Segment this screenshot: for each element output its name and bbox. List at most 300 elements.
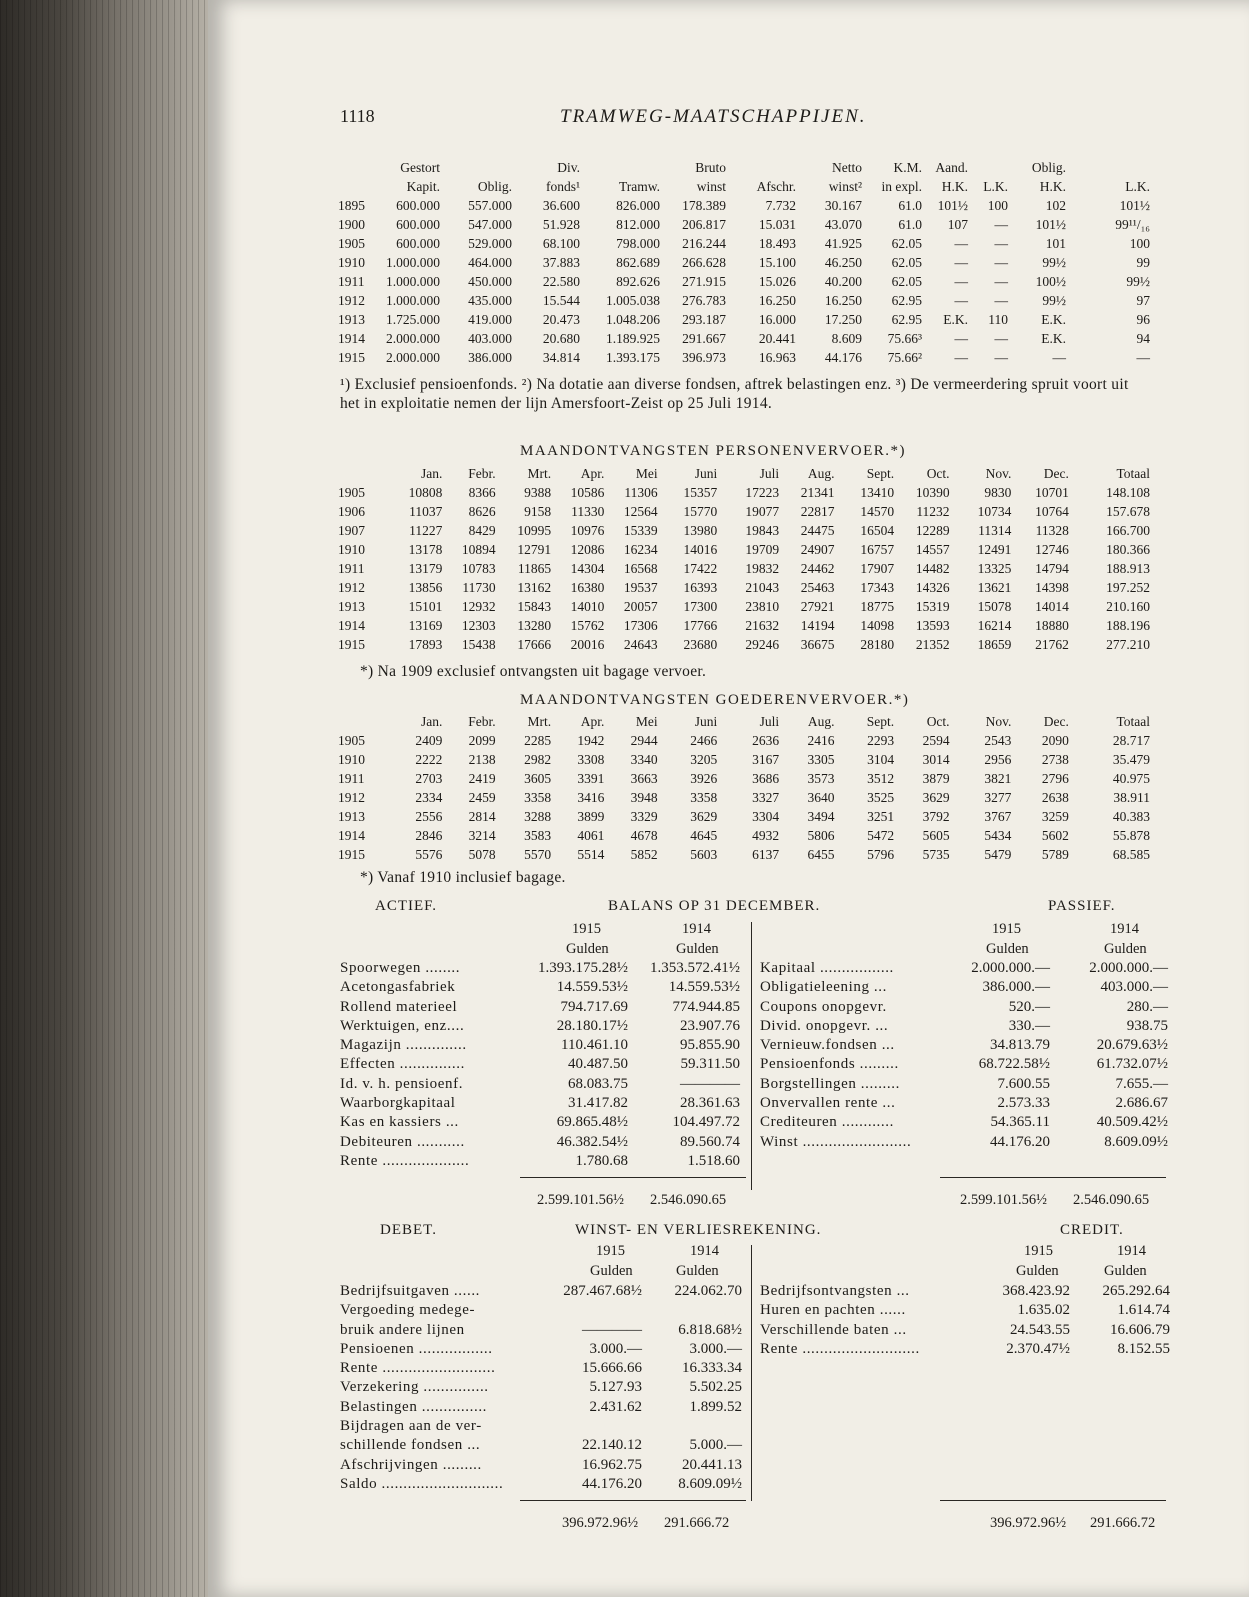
table-cell: 16568	[623, 561, 658, 576]
table-cell: 14570	[860, 504, 895, 519]
table-cell: 812.000	[616, 217, 660, 232]
table-cell: 210.160	[1106, 599, 1150, 614]
table-cell: 4678	[630, 828, 658, 843]
ledger-row	[760, 959, 1168, 978]
table-cell: 148.108	[1106, 485, 1150, 500]
ledger-value-1915: 40.487.50	[568, 1056, 628, 1073]
ledger-value-1914: 6.818.68½	[678, 1321, 742, 1338]
table-cell: 15.100	[758, 255, 796, 270]
ledger-row	[340, 1340, 742, 1359]
ledger-row	[340, 1055, 740, 1074]
table-cell: 1.189.925	[606, 331, 660, 346]
ledger-row	[760, 1036, 1168, 1055]
table-cell: 3573	[807, 771, 835, 786]
table-cell: 386.000	[468, 350, 512, 365]
ledger-value-1915: 16.962.75	[582, 1456, 642, 1473]
table-cell: 17.250	[824, 312, 862, 327]
ledger-value-1915: 287.467.68½	[563, 1283, 642, 1299]
ledger-value-1914: 1.518.60	[687, 1152, 740, 1169]
table-cell: 16.000	[758, 312, 796, 327]
ledger-row	[340, 959, 740, 978]
year-cell: 1914	[338, 618, 365, 633]
table-cell: 17223	[745, 485, 780, 500]
column-header: L.K.	[1125, 179, 1150, 194]
table-cell: —	[994, 350, 1008, 365]
table-cell: 16504	[860, 523, 895, 538]
table-cell: 7.732	[765, 198, 796, 213]
ledger-row	[340, 1113, 740, 1132]
table-cell: 13325	[977, 561, 1012, 576]
table-cell: 18880	[1035, 618, 1069, 633]
ledger-label: Magazijn ..............	[340, 1037, 467, 1054]
table-cell: 15.544	[542, 293, 580, 308]
table-cell: 20016	[570, 637, 605, 652]
capital-footnote: ¹) Exclusief pensioenfonds. ²) Na dotatie aan diverse fondsen, aftrek belastingen enz. ³) De vermeerdering spruit voort uit het in exploitatie nemen der lijn Amersfoort-Zeist op 25 Juli 1914.	[340, 376, 1129, 412]
table-cell: 25463	[800, 580, 835, 595]
year-cell: 1915	[338, 847, 365, 862]
table-cell: 14398	[1035, 580, 1069, 595]
table-cell: 10586	[570, 485, 605, 500]
balance-right-unit1: Gulden	[986, 941, 1029, 957]
table-cell: 600.000	[396, 236, 440, 251]
table-cell: 20.473	[542, 312, 580, 327]
table-cell: 15078	[977, 599, 1012, 614]
table-cell: 14010	[570, 599, 605, 614]
table-cell: 17666	[517, 637, 552, 652]
column-header	[1066, 158, 1150, 177]
table-cell: 3879	[922, 771, 950, 786]
ledger-value-1915: 520.—	[1008, 998, 1050, 1015]
column-header	[440, 158, 512, 177]
table-cell: 10390	[915, 485, 950, 500]
ledger-value-1914: ————	[680, 1075, 740, 1092]
column-header: in expl.	[881, 179, 922, 194]
column-header	[726, 158, 796, 177]
table-cell: 2285	[524, 733, 552, 748]
table-cell: —	[1052, 350, 1066, 365]
table-cell: 11730	[462, 580, 496, 595]
pl-left-year2: 1914	[690, 1243, 719, 1259]
table-cell: 23680	[683, 637, 718, 652]
pl-right-year2: 1914	[1117, 1243, 1146, 1259]
table-cell: 4645	[690, 828, 718, 843]
goods-footnote: *) Vanaf 1910 inclusief bagage.	[360, 869, 566, 886]
table-cell: 1.000.000	[386, 293, 440, 308]
table-cell: 75.66³	[887, 331, 922, 346]
column-header: Totaal	[1116, 466, 1150, 481]
column-header: Totaal	[1116, 714, 1150, 729]
year-cell: 1905	[338, 485, 365, 500]
table-cell: 188.196	[1106, 618, 1150, 633]
table-cell: 15357	[683, 485, 718, 500]
column-header: Dec.	[1043, 714, 1069, 729]
ledger-value-1914: 8.152.55	[1117, 1340, 1170, 1357]
ledger-value-1915: 46.382.54½	[556, 1133, 628, 1150]
table-cell: —	[954, 331, 968, 346]
table-cell: —	[954, 293, 968, 308]
table-cell: 5806	[807, 828, 835, 843]
goods-table-body	[338, 731, 1150, 864]
table-row	[338, 559, 1150, 578]
table-cell: 21632	[745, 618, 780, 633]
table-cell: 61.0	[898, 198, 922, 213]
table-cell: 4932	[752, 828, 780, 843]
ledger-value-1914: 5.000.—	[689, 1437, 742, 1454]
table-cell: 3821	[984, 771, 1012, 786]
column-header: Febr.	[468, 714, 496, 729]
pl-left-year1: 1915	[596, 1243, 625, 1259]
column-header	[338, 177, 368, 196]
column-header: H.K.	[1039, 179, 1066, 194]
table-cell: 557.000	[468, 198, 512, 213]
ledger-row	[340, 1475, 742, 1494]
ledger-value-1915: 69.865.48½	[556, 1114, 628, 1131]
table-cell: 99½	[1126, 274, 1150, 289]
table-cell: 9158	[524, 504, 552, 519]
table-cell: 1.393.175	[606, 350, 660, 365]
table-cell: 107	[947, 217, 968, 232]
table-cell: 17893	[408, 637, 443, 652]
ledger-value-1915: 2.000.000.—	[971, 960, 1050, 976]
table-cell: 62.05	[891, 236, 922, 251]
table-cell: 16380	[570, 580, 605, 595]
table-cell: 13856	[408, 580, 443, 595]
ledger-value-1914: 16.333.34	[682, 1360, 742, 1377]
table-cell: 17343	[860, 580, 895, 595]
pl-left-unit2: Gulden	[676, 1263, 719, 1279]
table-cell: 16214	[977, 618, 1012, 633]
table-cell: 11227	[409, 523, 443, 538]
table-row	[338, 826, 1150, 845]
table-cell: 27921	[800, 599, 835, 614]
table-cell: 2466	[690, 733, 718, 748]
balance-left-year2: 1914	[682, 921, 711, 937]
table-cell: 15770	[683, 504, 718, 519]
table-cell: 13280	[517, 618, 552, 633]
ledger-label: Coupons onopgevr.	[760, 998, 887, 1015]
column-header	[338, 464, 381, 483]
year-cell: 1900	[338, 217, 365, 232]
table-cell: 862.689	[616, 255, 660, 270]
table-cell: 101½	[1035, 217, 1066, 232]
column-header: Aug.	[807, 466, 835, 481]
table-cell: 798.000	[616, 236, 660, 251]
table-cell: 3305	[807, 752, 835, 767]
ledger-value-1915: 2.431.62	[589, 1398, 642, 1415]
table-cell: 1.725.000	[386, 312, 440, 327]
table-cell: —	[954, 255, 968, 270]
table-cell: 13410	[860, 485, 895, 500]
table-cell: 3391	[577, 771, 605, 786]
ledger-label: Kas en kassiers ...	[340, 1114, 459, 1131]
table-cell: 99½	[1042, 293, 1066, 308]
year-cell: 1905	[338, 733, 365, 748]
table-cell: 3512	[867, 771, 895, 786]
table-cell: 99½	[1042, 255, 1066, 270]
table-cell: 2543	[984, 733, 1012, 748]
table-cell: 14194	[800, 618, 835, 633]
table-cell: 2.000.000	[386, 350, 440, 365]
table-cell: 2419	[468, 771, 496, 786]
table-cell: 17907	[860, 561, 895, 576]
ledger-row	[340, 1378, 742, 1397]
table-cell: E.K.	[943, 312, 968, 327]
table-cell: 22817	[800, 504, 835, 519]
table-cell: 43.070	[824, 217, 862, 232]
ledger-value-1914: 224.062.70	[674, 1283, 742, 1299]
column-header: Mrt.	[527, 714, 552, 729]
table-row	[338, 215, 1150, 234]
table-cell: 216.244	[682, 236, 726, 251]
table-cell: 99	[1136, 255, 1150, 270]
table-cell: 8366	[468, 485, 496, 500]
table-cell: 14304	[570, 561, 605, 576]
ledger-value-1914: 20.441.13	[682, 1456, 742, 1473]
ledger-label: Effecten ...............	[340, 1056, 465, 1073]
ledger-label: Vergoeding medege-	[340, 1302, 476, 1319]
ledger-value-1915: 2.573.33	[997, 1095, 1050, 1112]
table-cell: 29246	[745, 637, 780, 652]
table-cell: 3205	[690, 752, 718, 767]
table-cell: 62.05	[891, 255, 922, 270]
table-cell: 197.252	[1106, 580, 1150, 595]
column-header: K.M.	[893, 160, 922, 175]
table-cell: 15762	[570, 618, 605, 633]
ledger-label: Acetongasfabriek	[340, 979, 456, 996]
table-cell: 3494	[807, 809, 835, 824]
table-cell: 178.389	[682, 198, 726, 213]
table-cell: 3104	[867, 752, 895, 767]
column-header	[338, 158, 368, 177]
table-row	[338, 597, 1150, 616]
balance-actief-head: ACTIEF.	[375, 898, 438, 914]
ledger-row	[340, 1398, 742, 1417]
column-header: H.K.	[941, 179, 968, 194]
table-cell: 2222	[415, 752, 443, 767]
table-row	[338, 329, 1150, 348]
ledger-row	[340, 1282, 742, 1301]
table-cell: 3340	[630, 752, 658, 767]
column-header: Aand.	[935, 160, 968, 175]
table-cell: 5605	[922, 828, 950, 843]
table-cell: 37.883	[542, 255, 580, 270]
balance-right-total-1914: 2.546.090.65	[1073, 1192, 1150, 1208]
table-cell: 3605	[524, 771, 552, 786]
ledger-row	[760, 978, 1168, 997]
table-cell: 40.200	[824, 274, 862, 289]
ledger-label: Verschillende baten ...	[760, 1321, 907, 1338]
persons-footnote: *) Na 1909 exclusief ontvangsten uit bagage vervoer.	[360, 663, 707, 680]
table-cell: 24475	[800, 523, 835, 538]
table-cell: 1942	[577, 733, 605, 748]
column-header	[968, 158, 1008, 177]
table-cell: —	[954, 236, 968, 251]
ledger-row	[340, 1036, 740, 1055]
table-cell: 28180	[860, 637, 895, 652]
table-row	[338, 807, 1150, 826]
table-cell: 15843	[517, 599, 552, 614]
year-cell: 1911	[338, 771, 365, 786]
ledger-value-1914: 1.614.74	[1117, 1302, 1170, 1319]
table-cell: 5796	[867, 847, 895, 862]
ledger-row	[340, 1359, 742, 1378]
table-cell: 12289	[915, 523, 950, 538]
ledger-label: Bedrijfsontvangsten ...	[760, 1283, 910, 1299]
table-cell: 18.493	[758, 236, 796, 251]
table-cell: 9830	[984, 485, 1012, 500]
ledger-value-1915: 794.717.69	[560, 998, 628, 1015]
year-cell: 1907	[338, 523, 365, 538]
pl-left-total-1915: 396.972.96½	[562, 1515, 639, 1531]
table-cell: —	[954, 274, 968, 289]
goods-table-head	[338, 712, 1150, 731]
table-cell: 6455	[807, 847, 835, 862]
table-cell: 15339	[623, 523, 658, 538]
column-header: Jan.	[421, 714, 443, 729]
table-cell: 101½	[937, 198, 968, 213]
table-cell: 11037	[409, 504, 443, 519]
table-cell: 12086	[570, 542, 605, 557]
table-cell: 17422	[683, 561, 718, 576]
ledger-label: Spoorwegen ........	[340, 960, 461, 976]
table-cell: 5735	[922, 847, 950, 862]
table-cell: 68.585	[1112, 847, 1150, 862]
ledger-row	[340, 1133, 740, 1152]
year-cell: 1911	[338, 274, 365, 289]
ledger-row	[760, 1301, 1170, 1320]
goods-title: MAANDONTVANGSTEN GOEDERENVERVOER.*)	[520, 692, 910, 708]
table-row	[338, 845, 1150, 864]
table-cell: 17766	[683, 618, 718, 633]
persons-table-head	[338, 464, 1150, 483]
ledger-label: Kapitaal .................	[760, 960, 894, 976]
table-cell: 15.031	[758, 217, 796, 232]
ledger-label: Obligatieleening ...	[760, 979, 887, 996]
table-cell: 3792	[922, 809, 950, 824]
table-cell: 10995	[517, 523, 552, 538]
ledger-row	[340, 1321, 742, 1340]
ledger-value-1914: 14.559.53½	[668, 979, 740, 996]
table-cell: —	[994, 236, 1008, 251]
table-cell: 15101	[408, 599, 443, 614]
table-cell: 68.100	[542, 236, 580, 251]
table-cell: 10894	[461, 542, 496, 557]
ledger-value-1914: 403.000.—	[1100, 979, 1168, 996]
ledger-value-1914: 59.311.50	[680, 1056, 740, 1073]
pl-credit-head: CREDIT.	[1060, 1222, 1124, 1238]
table-cell: 13621	[977, 580, 1012, 595]
ledger-label: Onvervallen rente ...	[760, 1095, 896, 1112]
table-cell: 2846	[415, 828, 443, 843]
ledger-value-1915: 31.417.82	[568, 1095, 628, 1112]
table-cell: 16.963	[758, 350, 796, 365]
running-title: TRAMWEG-MAATSCHAPPIJEN.	[560, 106, 867, 127]
ledger-label: Afschrijvingen .........	[340, 1456, 482, 1473]
ledger-row	[760, 1340, 1170, 1359]
column-header: Oblig.	[1031, 160, 1066, 175]
table-cell: 3629	[690, 809, 718, 824]
table-cell: 19832	[745, 561, 780, 576]
year-cell: 1912	[338, 580, 365, 595]
table-cell: 14016	[683, 542, 718, 557]
table-cell: 600.000	[396, 217, 440, 232]
ledger-row	[760, 1133, 1168, 1152]
table-cell: 2814	[468, 809, 496, 824]
table-cell: 5472	[867, 828, 895, 843]
table-cell: E.K.	[1041, 331, 1066, 346]
table-cell: 293.187	[682, 312, 726, 327]
table-row	[338, 540, 1150, 559]
ledger-row	[340, 1152, 740, 1171]
ledger-label: Pensioenen .................	[340, 1340, 493, 1357]
table-cell: 12791	[517, 542, 552, 557]
ledger-row	[760, 1321, 1170, 1340]
table-cell: 18775	[860, 599, 895, 614]
ledger-value-1914: 3.000.—	[689, 1340, 742, 1357]
column-header: Kapit.	[406, 179, 440, 194]
ledger-value-1914: 95.855.90	[680, 1037, 740, 1054]
column-header: Apr.	[580, 714, 605, 729]
table-cell: 10764	[1035, 504, 1069, 519]
table-cell: 15319	[915, 599, 950, 614]
table-cell: 3214	[468, 828, 496, 843]
table-cell: 24907	[800, 542, 835, 557]
table-row	[338, 769, 1150, 788]
table-cell: 547.000	[468, 217, 512, 232]
balance-right-year2: 1914	[1110, 921, 1139, 937]
table-cell: 19537	[623, 580, 658, 595]
table-cell: E.K.	[1041, 312, 1066, 327]
table-cell: 13178	[408, 542, 443, 557]
table-cell: 20.680	[542, 331, 580, 346]
pl-credit-rows	[760, 1282, 1170, 1359]
ledger-value-1914: 28.361.63	[680, 1095, 740, 1112]
pl-right-total-1914: 291.666.72	[1090, 1515, 1156, 1531]
table-cell: 100	[987, 198, 1008, 213]
table-cell: 44.176	[824, 350, 862, 365]
ledger-value-1915: 110.461.10	[561, 1037, 628, 1054]
table-cell: 12564	[623, 504, 658, 519]
table-cell: 396.973	[682, 350, 726, 365]
pl-title: WINST- EN VERLIESREKENING.	[575, 1222, 822, 1238]
table-cell: 3288	[524, 809, 552, 824]
year-cell: 1915	[338, 350, 365, 365]
table-cell: 17300	[683, 599, 718, 614]
table-cell: 271.915	[682, 274, 726, 289]
table-cell: 2594	[922, 733, 950, 748]
ledger-label: schillende fondsen ...	[340, 1437, 481, 1454]
table-cell: 529.000	[468, 236, 512, 251]
table-cell: 28.717	[1112, 733, 1150, 748]
table-cell: 100½	[1035, 274, 1066, 289]
column-header: Tramw.	[618, 179, 660, 194]
table-cell: 403.000	[468, 331, 512, 346]
ledger-row	[760, 998, 1168, 1017]
ledger-row	[760, 1075, 1168, 1094]
table-cell: 21762	[1035, 637, 1069, 652]
table-cell: 102	[1045, 198, 1066, 213]
balance-left-rule	[520, 1177, 746, 1178]
table-cell: 892.626	[616, 274, 660, 289]
balance-actief-rows	[340, 959, 740, 1171]
ledger-value-1914: 265.292.64	[1102, 1283, 1170, 1299]
table-cell: 21341	[800, 485, 835, 500]
table-cell: 2138	[468, 752, 496, 767]
table-cell: 11330	[571, 504, 605, 519]
year-cell: 1910	[338, 542, 365, 557]
table-cell: 35.479	[1112, 752, 1150, 767]
column-header: Juni	[694, 466, 718, 481]
